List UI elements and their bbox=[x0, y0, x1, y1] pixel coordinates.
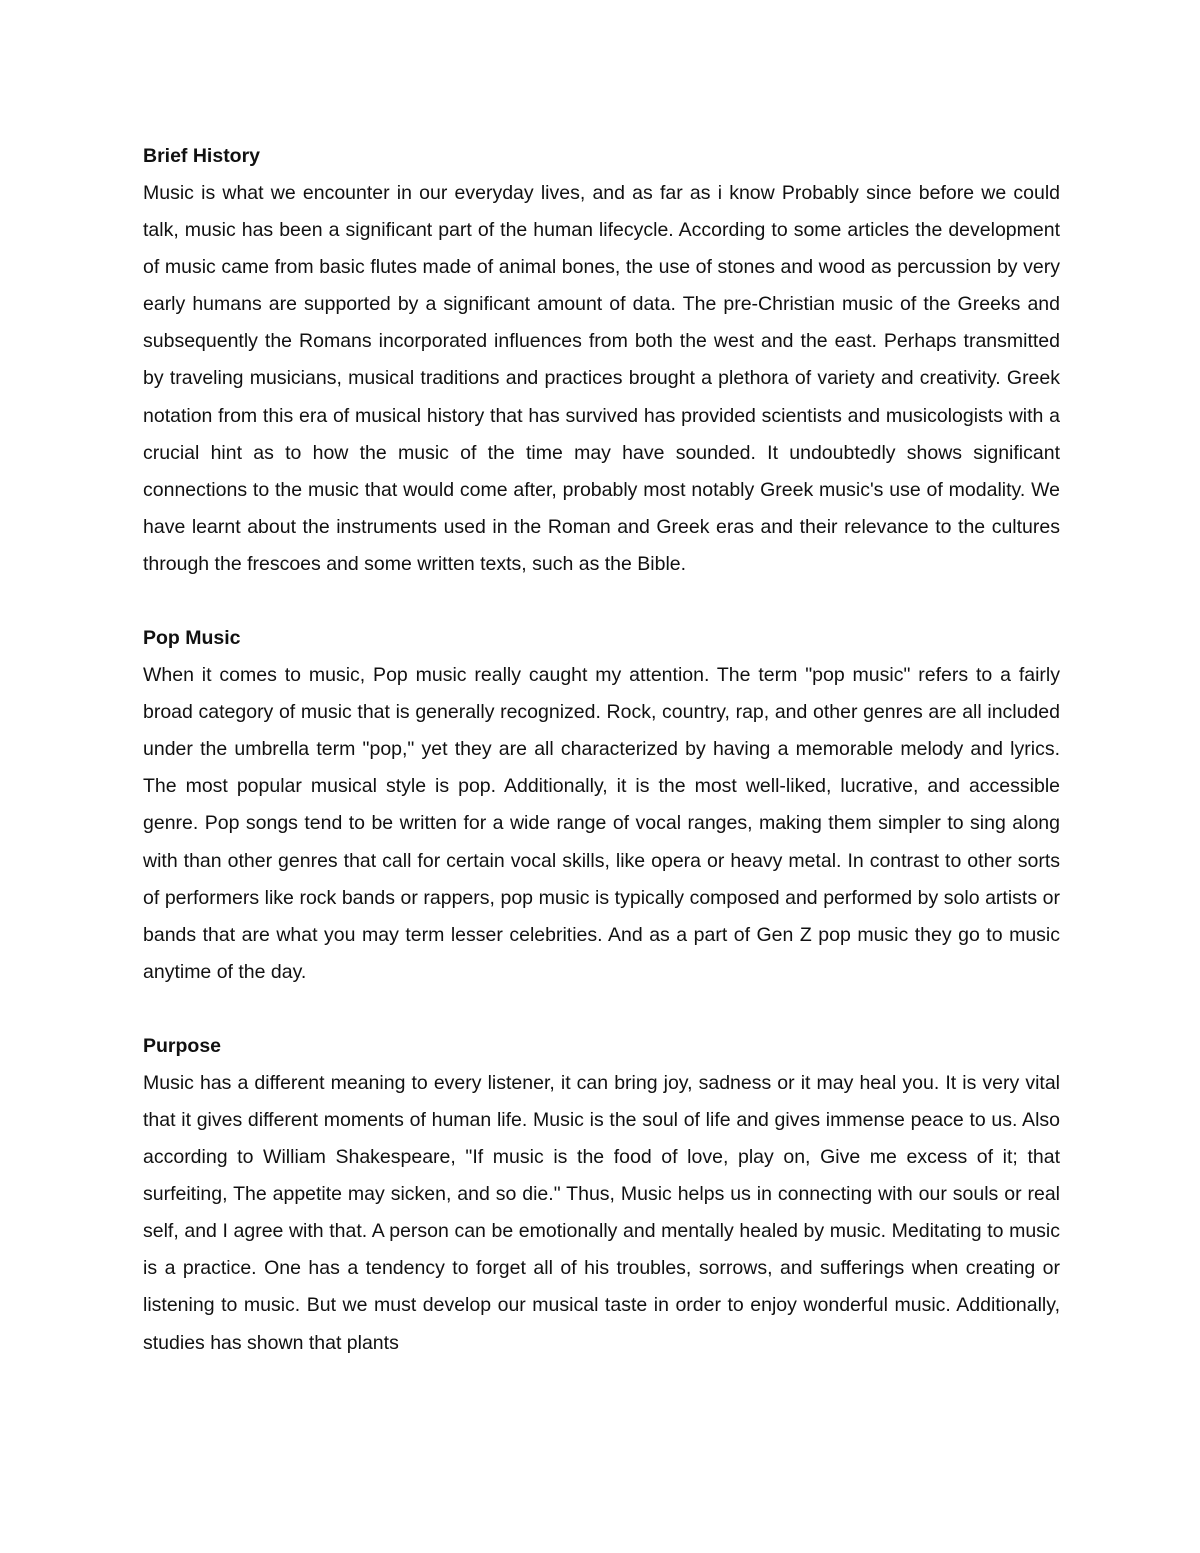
section-paragraph: When it comes to music, Pop music really caught my attention. The term "pop music" refers to a fairly broad category of music that is generally recognized. Rock, country, rap, and other genres are all included under the umbrella term "pop," yet they are all characterized by having a memorable melody and lyrics. The most popular musical style is pop. Additionally, it is the most well-liked, lucrative, and accessible genre. Pop songs tend to be written for a wide range of vocal ranges, making them simpler to sing along with than other genres that call for certain vocal skills, like opera or heavy metal. In contrast to other sorts of performers like rock bands or rappers, pop music is typically composed and performed by solo artists or bands that are what you may term lesser celebrities. And as a part of Gen Z pop music they go to music anytime of the day. bbox=[143, 664, 1060, 983]
section-heading: Brief History bbox=[143, 145, 261, 167]
section-paragraph: Music has a different meaning to every listener, it can bring joy, sadness or it may heal you. It is very vital that it gives different moments of human life. Music is the soul of life and gives immense peace to us. Also according to William Shakespeare, "If music is the food of love, play on, Give me excess of it; that surfeiting, The appetite may sicken, and so die." Thus, Music helps us in connecting with our souls or real self, and I agree with that. A person can be emotionally and mentally healed by music. Meditating to music is a practice. One has a tendency to forget all of his troubles, sorrows, and sufferings when creating or listening to music. But we must develop our musical taste in order to enjoy wonderful music. Additionally, studies has shown that plants bbox=[143, 1071, 1060, 1354]
section-paragraph: Music is what we encounter in our everyday lives, and as far as i know Probably since before we could talk, music has been a significant part of the human lifecycle. According to some articles the development of music came from basic flutes made of animal bones, the use of stones and wood as percussion by very early humans are supported by a significant amount of data. The pre-Christian music of the Greeks and subsequently the Romans incorporated influences from both the west and the east. Perhaps transmitted by traveling musicians, musical traditions and practices brought a plethora of variety and creativity. Greek notation from this era of musical history that has survived has provided scientists and musicologists with a crucial hint as to how the music of the time may have sounded. It undoubtedly shows significant connections to the music that would come after, probably most notably Greek music's use of modality. We have learnt about the instruments used in the Roman and Greek eras and their relevance to the cultures through the frescoes and some written texts, such as the Bible. bbox=[143, 182, 1060, 575]
document-page bbox=[143, 138, 1060, 1362]
section-pop-music bbox=[143, 620, 1060, 991]
section-purpose bbox=[143, 1028, 1060, 1362]
section-spacer bbox=[143, 583, 1060, 620]
section-heading: Pop Music bbox=[143, 627, 241, 650]
section-heading: Purpose bbox=[143, 1034, 222, 1057]
section-brief-history bbox=[143, 138, 1060, 583]
section-spacer bbox=[143, 991, 1060, 1028]
